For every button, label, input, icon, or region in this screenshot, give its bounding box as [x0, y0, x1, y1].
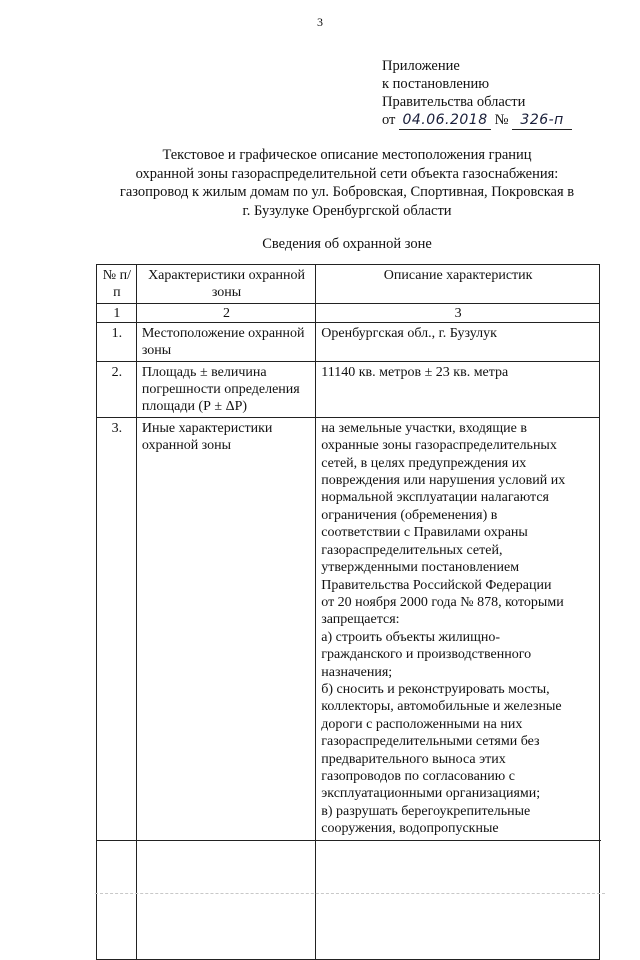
date-prefix: от: [382, 112, 396, 128]
description-line: коллекторы, автомобильные и железные: [321, 699, 562, 715]
column-number-row: [97, 303, 600, 322]
table-header-row: [97, 265, 600, 304]
description-line: повреждения или нарушения условий их: [321, 473, 566, 489]
title-line-3: газопровод к жилым домам по ул. Бобровская, Спортивная, Покровская в: [119, 184, 575, 200]
description-line: эксплуатационными организациями;: [321, 786, 541, 802]
title-line-1: Текстовое и графическое описание местоположения границ: [162, 147, 532, 163]
header-number: № п/п: [97, 265, 137, 304]
row-number: 1.: [97, 322, 137, 361]
number-prefix: №: [494, 112, 509, 128]
table-row: [97, 361, 600, 417]
table-bottom-border: [96, 840, 601, 841]
description-line: в) разрушать берегоукрепительные: [321, 803, 531, 819]
description-line: запрещается:: [321, 612, 400, 628]
handwritten-date: 04.06.2018: [402, 112, 488, 128]
column-number-3: 3: [316, 303, 600, 322]
description-line: газораспределительными сетями без: [321, 734, 540, 750]
description-line: газораспределительных сетей,: [321, 542, 503, 558]
row-description: Оренбургская обл., г. Бузулук: [316, 322, 600, 361]
description-line: нормальной эксплуатации налагаются: [321, 490, 549, 506]
description-line: б) сносить и реконструировать мосты,: [321, 681, 550, 697]
description-line: от 20 ноября 2000 года № 878, которыми: [321, 594, 564, 610]
row-characteristic: Местоположение охранной зоны: [136, 322, 315, 361]
row-characteristic: Площадь ± величина погрешности определения площади (Р ± ΔР): [136, 361, 315, 417]
description-line: ограничения (обременения) в: [321, 507, 498, 523]
description-line: гражданского и производственного: [321, 647, 532, 663]
description-line: сооружения, водопропускные: [321, 821, 499, 837]
number-field: [512, 111, 572, 130]
row-description: [316, 417, 600, 959]
column-number-1: 1: [97, 303, 137, 322]
table-row: [97, 322, 600, 361]
zone-table: [96, 264, 600, 960]
appendix-block: [382, 57, 572, 130]
section-subtitle: Сведения об охранной зоне: [262, 236, 432, 252]
row-number: 2.: [97, 361, 137, 417]
header-description: Описание характеристик: [316, 265, 600, 304]
table-row: [97, 417, 600, 959]
title-line-4: г. Бузулуке Оренбургской области: [242, 202, 452, 219]
column-number-2: 2: [136, 303, 315, 322]
description-line: сетей, в целях предупреждения их: [321, 455, 527, 471]
description-line: газопроводов по согласованию с: [321, 768, 515, 784]
row-description: 11140 кв. метров ± 23 кв. метра: [316, 361, 600, 417]
row-number: 3.: [97, 417, 137, 959]
description-line: охранные зоны газораспределительных: [321, 438, 557, 454]
handwritten-number: 326-п: [520, 112, 564, 128]
description-line: предварительного выноса этих: [321, 751, 506, 767]
description-line: назначения;: [321, 664, 393, 680]
scan-bleed-line: [95, 893, 605, 894]
description-line: дороги с расположенными на них: [321, 716, 523, 732]
appendix-line-3: Правительства области: [382, 94, 526, 110]
description-line: на земельные участки, входящие в: [321, 420, 527, 436]
document-title: [80, 146, 614, 220]
appendix-date-line: [382, 111, 572, 130]
date-field: [399, 111, 491, 130]
appendix-line-1: Приложение: [382, 58, 460, 74]
row-characteristic: Иные характеристики охранной зоны: [136, 417, 315, 959]
page-number: 3: [317, 15, 323, 29]
description-line: утвержденными постановлением: [321, 560, 520, 576]
description-line: соответствии с Правилами охраны: [321, 525, 528, 541]
description-line: а) строить объекты жилищно-: [321, 629, 501, 645]
appendix-line-2: к постановлению: [382, 76, 490, 92]
header-characteristic: Характеристики охранной зоны: [136, 265, 315, 304]
title-line-2: охранной зоны газораспределительной сети объекта газоснабжения:: [135, 165, 559, 182]
description-line: Правительства Российской Федерации: [321, 577, 552, 593]
